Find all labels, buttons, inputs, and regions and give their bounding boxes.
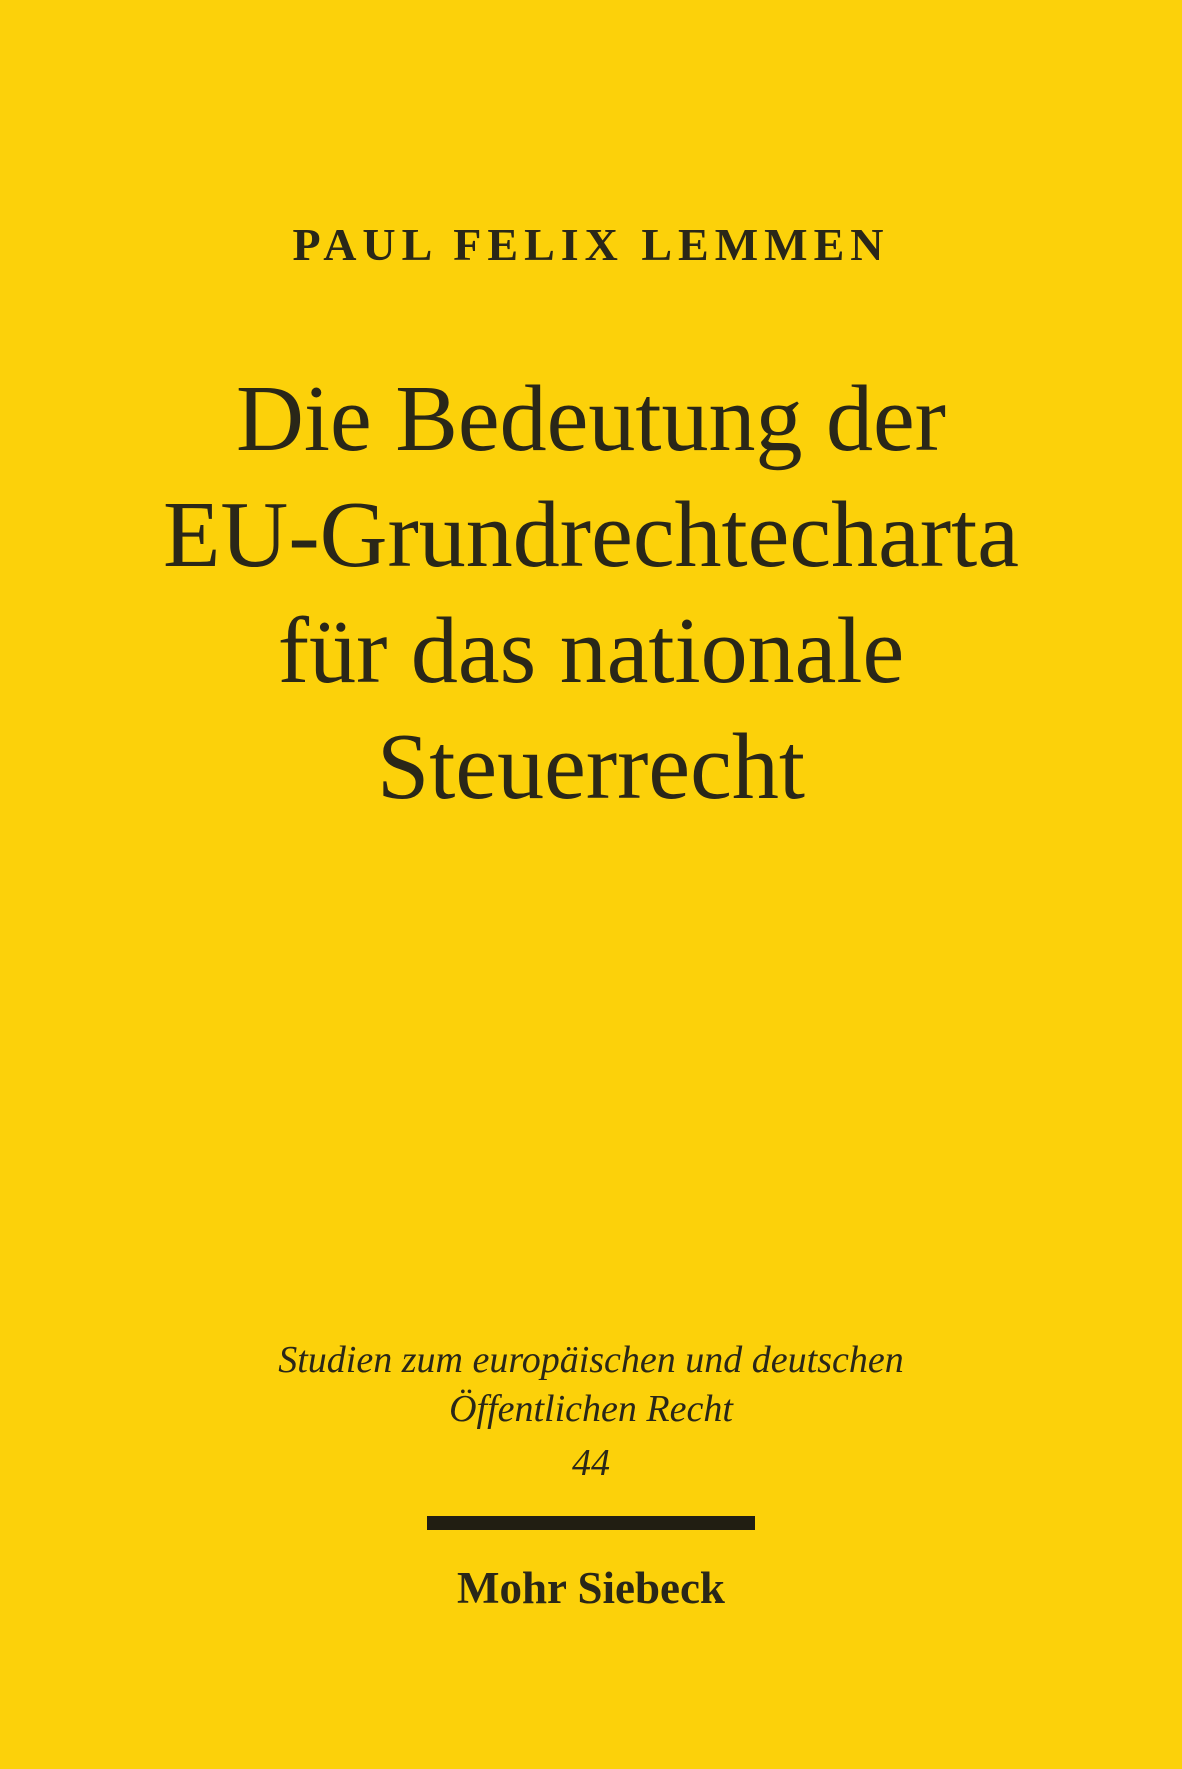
book-title xyxy=(0,361,1182,825)
title-line: Die Bedeutung der xyxy=(235,367,946,471)
title-line: für das nationale xyxy=(277,599,905,703)
series-line-1: Studien zum europäischen und deutschen xyxy=(278,1339,904,1381)
series-line-2: Öffentlichen Recht xyxy=(449,1388,733,1430)
divider-bar xyxy=(427,1516,755,1530)
series-info xyxy=(0,1336,1182,1434)
author-name: PAUL FELIX LEMMEN xyxy=(292,219,890,270)
title-line: EU-Grundrechtecharta xyxy=(163,483,1019,587)
publisher-name: Mohr Siebeck xyxy=(457,1563,725,1613)
title-line: Steuerrecht xyxy=(376,715,805,819)
series-volume: 44 xyxy=(572,1442,610,1484)
